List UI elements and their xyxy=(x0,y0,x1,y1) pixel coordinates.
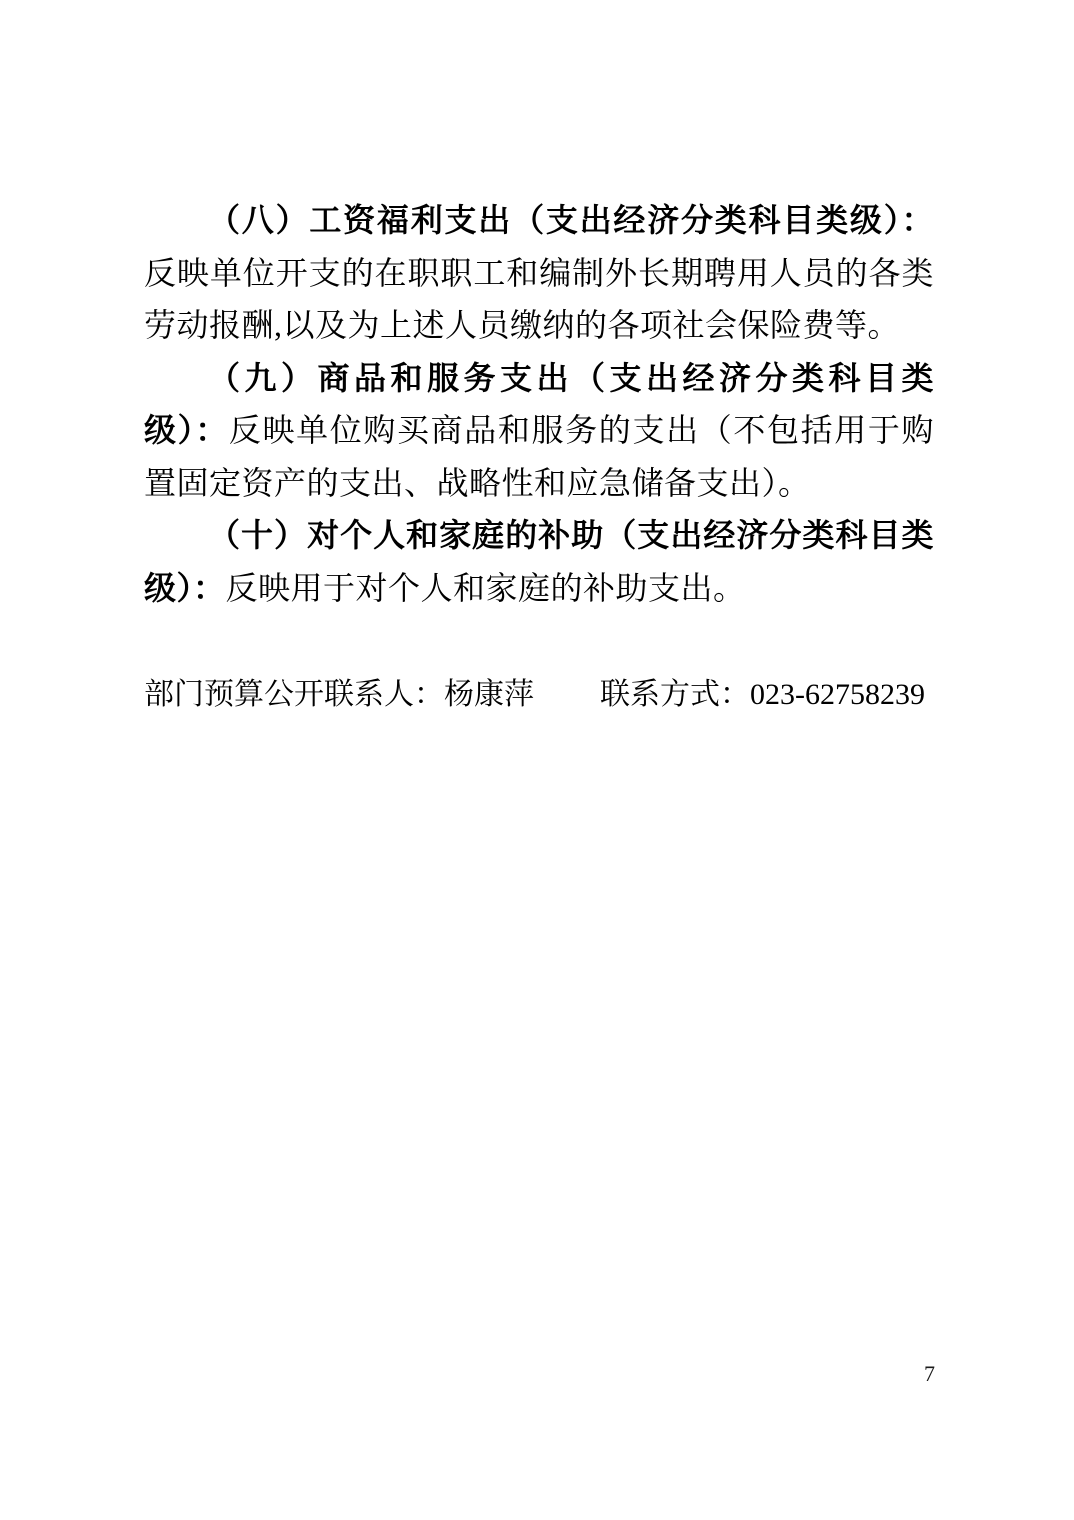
paragraph-body-9: 反映单位购买商品和服务的支出（不包括用于购置固定资产的支出、战略性和应急储备支出）。 xyxy=(144,412,934,501)
paragraph-body-8: 反映单位开支的在职职工和编制外长期聘用人员的各类劳动报酬,以及为上述人员缴纳的各项社会保险费等。 xyxy=(144,254,934,343)
page-number: 7 xyxy=(924,1361,935,1386)
contact-line xyxy=(144,669,934,721)
paragraph-goods-services-expenditure xyxy=(144,352,934,510)
paragraph-lead-8: （八）工资福利支出（支出经济分类科目类级）： xyxy=(208,202,934,238)
paragraph-lead-9: （九）商品和服务支出（支出经济分类科目类级）： xyxy=(144,359,934,448)
paragraph-body-10: 反映用于对个人和家庭的补助支出。 xyxy=(225,569,746,606)
paragraph-lead-10: （十）对个人和家庭的补助（支出经济分类科目类级）： xyxy=(144,517,934,606)
paragraph-individual-family-subsidy xyxy=(144,509,934,614)
contact-method-label: 联系方式： xyxy=(600,678,750,711)
document-content xyxy=(144,194,934,721)
contact-person-name: 杨康萍 xyxy=(444,678,534,711)
contact-person-label: 部门预算公开联系人： xyxy=(144,678,444,711)
contact-method-value: 023-62758239 xyxy=(750,678,925,711)
paragraph-wage-welfare-expenditure xyxy=(144,194,934,352)
